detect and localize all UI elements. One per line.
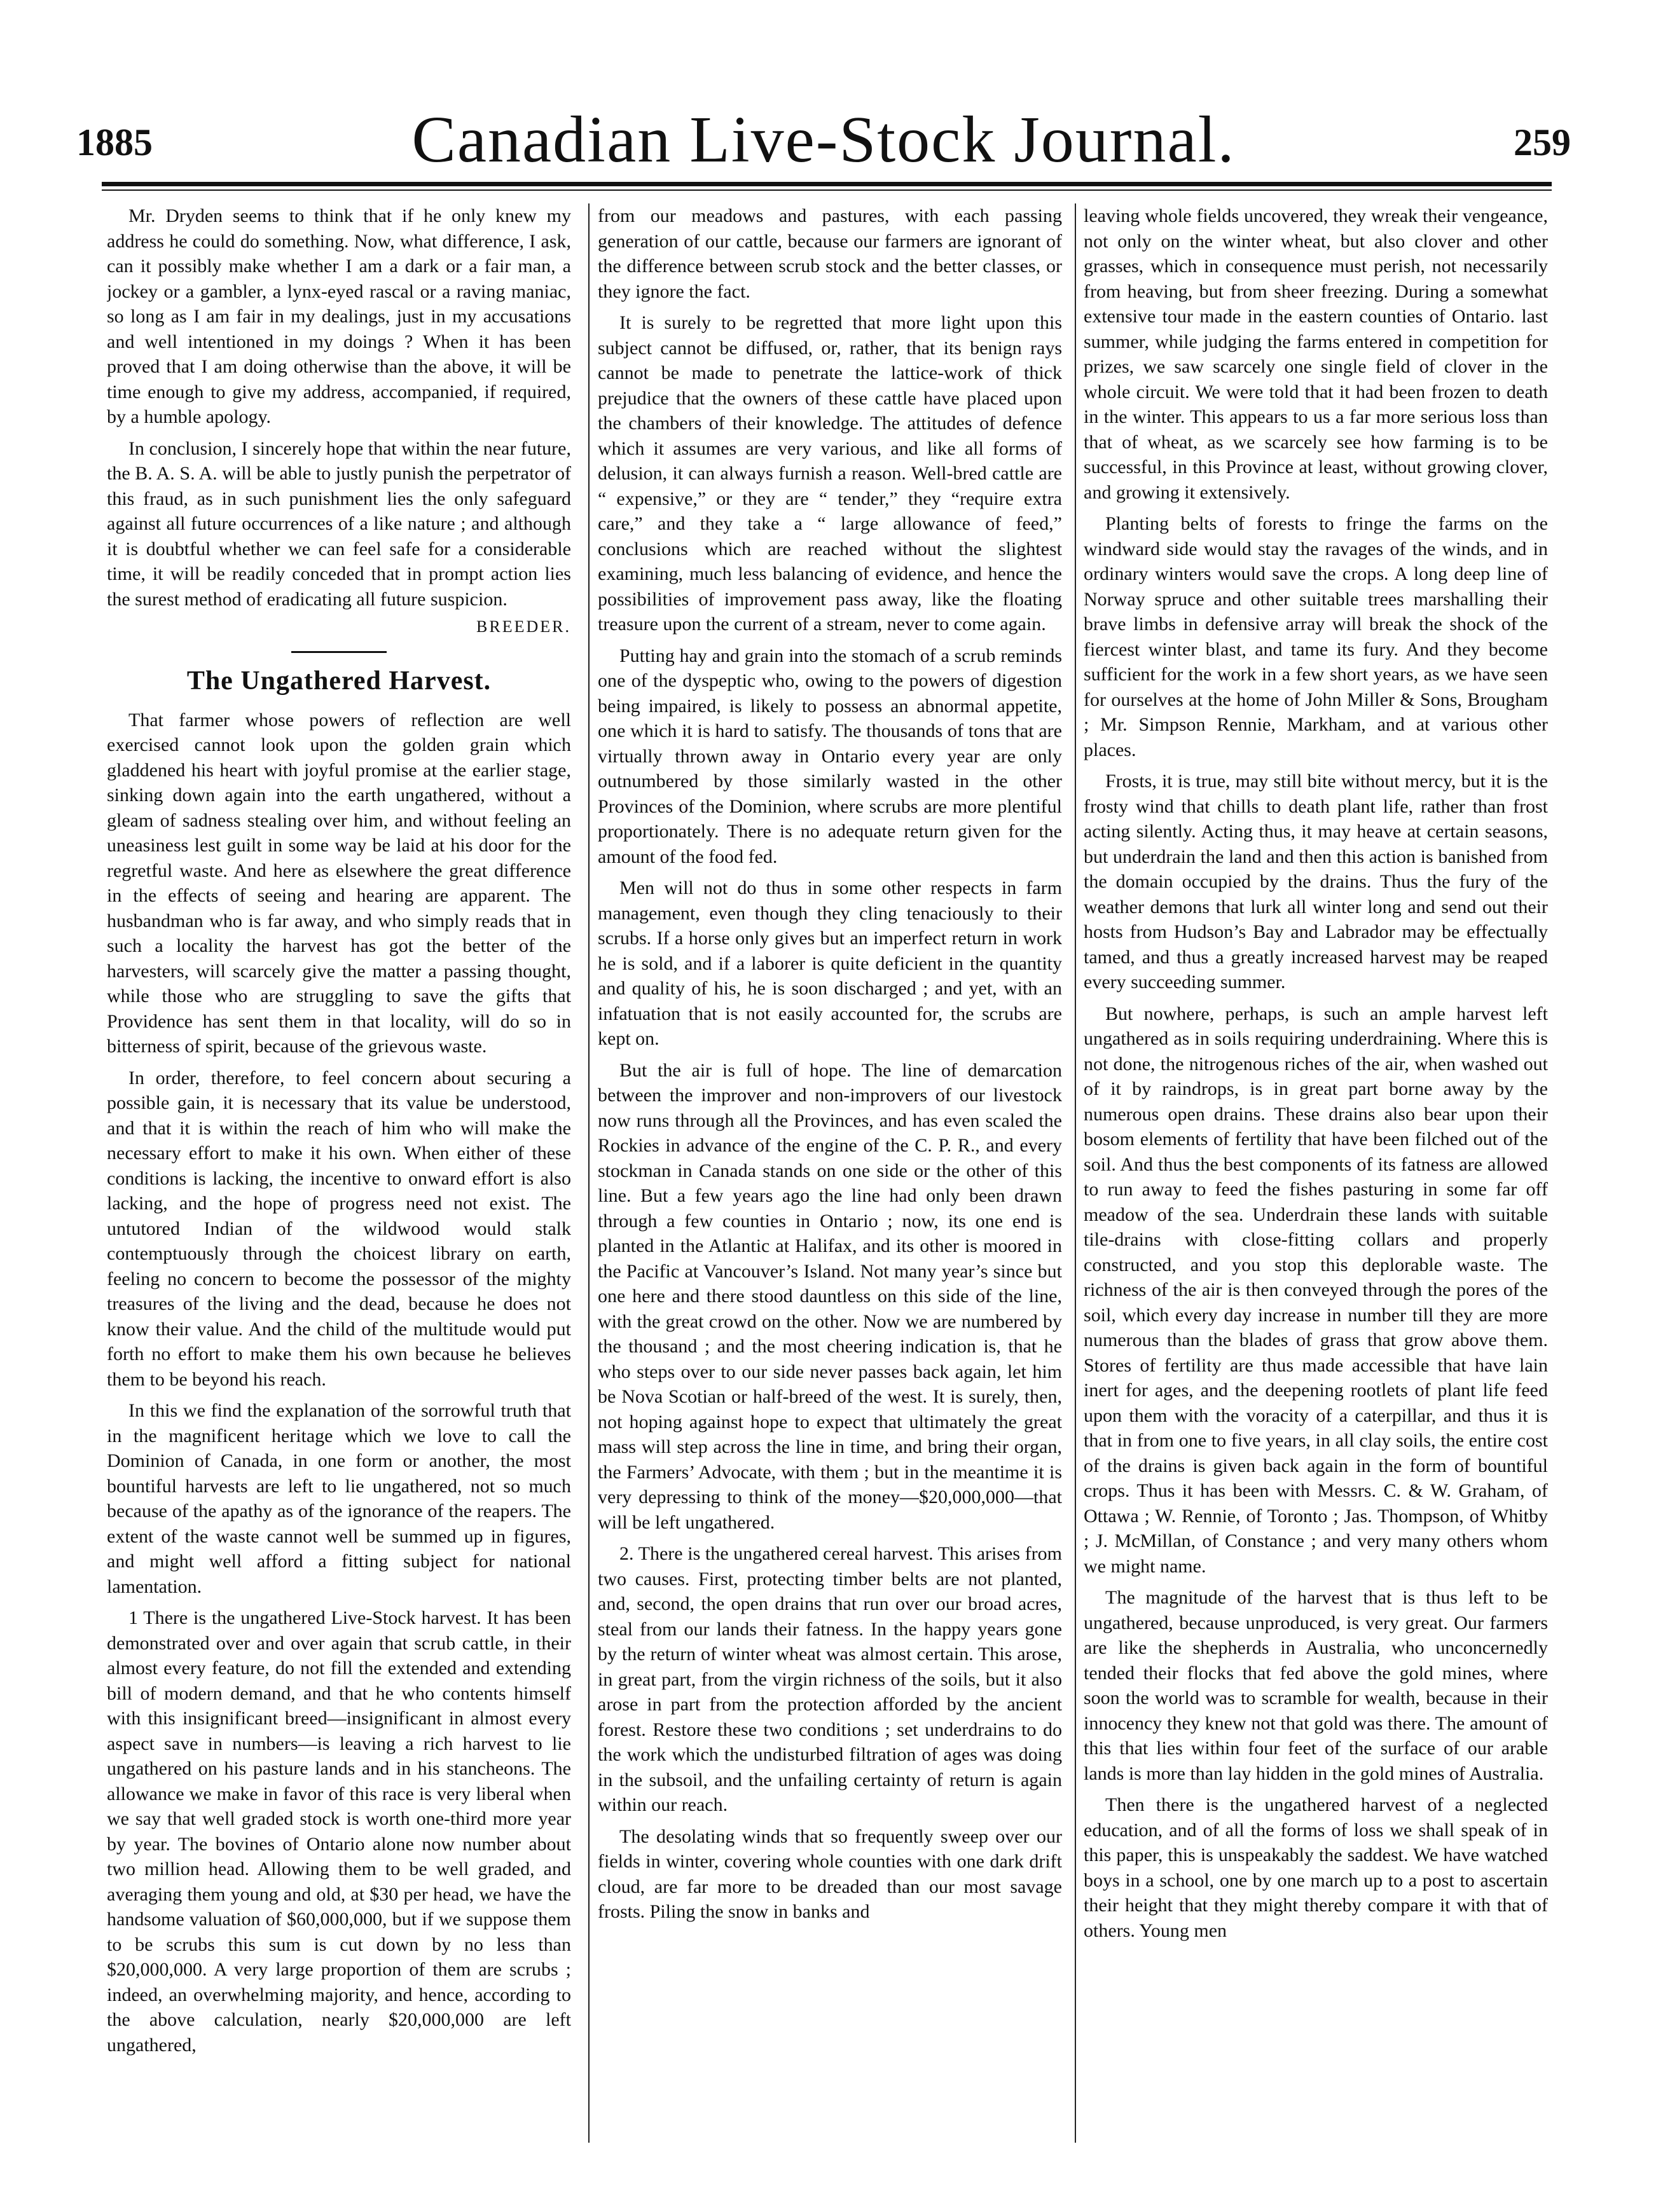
column-left (107, 203, 571, 2168)
paragraph: But nowhere, perhaps, is such an ample harvest left ungathered as in soils requiring underdraining. Where this is not done, the nitrogenous riches of the air, when washed out of it by raindrops, is in great part borne away by the numerous open drains. These drains also bear upon their bosom elements of fertility that have been filched out of the soil. And thus the best components of its fatness are allowed to run away to feed the fishes pasturing in some far off meadow of the sea. Underdrain these lands with suitable tile-drains with close-fitting collars and properly constructed, and you stop this deplorable waste. The richness of the air is then conveyed through the pores of the soil, which every day increase in number till they are more numerous than the blades of grass that grow above them. Stores of fertility are thus made accessible that have lain inert for ages, and the deepening rootlets of plant life feed upon them with the voracity of a caterpillar, and thus it is that in from one to five years, in all clay soils, the entire cost of the drains is given back again in the form of bountiful crops. Thus it has been with Messrs. C. & W. Graham, of Ottawa ; W. Rennie, of Toronto ; Jas. Thompson, of Whitby ; J. McMillan, of Constance ; and very many others whom we might name. (1084, 1003, 1548, 1577)
paragraph: Mr. Dryden seems to think that if he only knew my address he could do something. Now, what difference, I ask, can it possibly make whether I am a dark or a fair man, a jockey or a gambler, a lynx-eyed rascal or a raving maniac, so long as I am fair in my dealings, just in my accusations and well intentioned in my doings ? When it has been proved that I am doing otherwise than the above, it will be time enough to give my address, accompanied, if required, by a humble apology. (107, 205, 571, 427)
paragraph: from our meadows and pastures, with each passing generation of our cattle, because our farmers are ignorant of the difference between scrub stock and the better classes, or they ignore the fact. (598, 205, 1062, 302)
masthead-year: 1885 (76, 121, 153, 163)
paragraph: Frosts, it is true, may still bite without mercy, but it is the frosty wind that chills to death plant life, rather than frost acting silently. Acting thus, it may heave at certain seasons, but underdrain the land and then this action is banished from the domain occupied by the drains. Thus the fury of the weather demons that lurk all winter long and send out their hosts from Hudson’s Bay and Labrador may be effectually tamed, and thus a greatly increased harvest may be reaped every succeeding summer. (1084, 771, 1548, 993)
paragraph: Men will not do thus in some other respects in farm management, even though they cling tenaciously to their scrubs. If a horse only gives but an imperfect return in work he is sold, and if a laborer is quite deficient in the quantity and quality of his, he is soon discharged ; and yet, with an infatuation that is not easily accounted for, the scrubs are kept on. (598, 877, 1062, 1049)
paragraph: 1 There is the ungathered Live-Stock harvest. It has been demonstrated over and over again that scrub cattle, in their almost every feature, do not fill the extended and extending bill of modern demand, and that he who contents himself with this insignificant breed—insignificant in almost every aspect save in numbers—is leaving a rich harvest to lie ungathered on his pasture lands and in his stancheons. The allowance we make in favor of this race is very liberal when we say that well graded stock is worth one-third more year by year. The bovines of Ontario alone now number about two million head. Allowing them to be well graded, and averaging them young and old, at $30 per head, we have the handsome valuation of $60,000,000, but if we suppose them to be scrubs this sum is cut down by no less than $20,000,000. A very large proportion of them are scrubs ; indeed, an overwhelming majority, and hence, according to the above calculation, nearly $20,000,000 are left ungathered, (107, 1607, 571, 2056)
header-rule-thin (102, 189, 1552, 191)
paragraph: That farmer whose powers of reflection are well exercised cannot look upon the golden grain which gladdened his heart with joyful promise at the earlier stage, sinking down again into the earth ungathered, without a gleam of sadness stealing over him, and without feeling an uneasiness lest guilt in some way be laid at his door for the regretful waste. And here as elsewhere the great difference in the effects of seeing and hearing are apparent. The husbandman who is far away, and who simply reads that in such a locality the harvest has got the better of the harvesters, will scarcely give the matter a passing thought, while those who are struggling to save the gifts that Providence has sent them in that locality, will do so in bitterness of spirit, because of the grievous waste. (107, 709, 571, 1057)
paragraph: But the air is full of hope. The line of demarcation between the improver and non-improvers of our livestock now runs through all the Provinces, and has even scaled the Rockies in advance of the engine of the C. P. R., and every stockman in Canada stands on one side or the other of this line. But a few years ago the line had only been drawn through a few counties in Ontario ; now, its one end is planted in the Atlantic at Halifax, and its other is moored in the Pacific at Vancouver’s Island. Not many year’s since but one here and there stood dauntless on this side of the line, with the great crowd on the other. Now we are numbered by the thousand ; and the most cheering indication is, that he who steps over to our side never passes back again, let him be Nova Scotian or half-breed of the west. It is surely, then, not hoping against hope to expect that ultimately the great mass will step across the line in time, and bring their organ, the Farmers’ Advocate, with them ; but in the meantime it is very depressing to think of the money—$20,000,000—that will be left ungathered. (598, 1059, 1062, 1533)
column-middle (598, 203, 1062, 2168)
paragraph: Putting hay and grain into the stomach of a scrub reminds one of the dyspeptic who, owing to the powers of digestion being impaired, is likely to possess an abnormal appetite, one which it is hard to satisfy. The thousands of tons that are virtually thrown away in Ontario every year are only outnumbered by those similarly wasted in the other Provinces of the Dominion, where scrubs are more plentiful proportionately. There is no adequate return given for the amount of the food fed. (598, 645, 1062, 867)
paragraph: It is surely to be regretted that more light upon this subject cannot be diffused, or, rather, that its benign rays cannot be made to penetrate the lattice-work of thick prejudice that the owners of these cattle have placed upon the chambers of their knowledge. The attitudes of defence which it assumes are very various, and like all forms of delusion, it can always furnish a reason. Well-bred cattle are “ expensive,” or they are “ tender,” they “require extra care,” and they take a “ large allowance of feed,” conclusions which are reached without the slightest examining, much less balancing of evidence, and hence the possibilities of improvement pass away, like the floating treasure upon the current of a stream, never to come again. (598, 312, 1062, 635)
article-heading: The Ungathered Harvest. (186, 666, 492, 696)
page-number: 259 (1514, 121, 1571, 163)
column-divider (588, 203, 590, 2143)
journal-title: Canadian Live-Stock Journal. (411, 103, 1236, 176)
column-right (1084, 203, 1548, 2168)
paragraph: leaving whole fields uncovered, they wreak their vengeance, not only on the winter wheat, but also clover and other grasses, which in consequence must perish, not necessarily from heaving, but from sheer freezing. During a somewhat extensive tour made in the eastern counties of Ontario. last summer, while judging the farms entered in competition for prizes, we saw scarcely one single field of clover in the whole circuit. We were told that it had been frozen to death in the winter. This appears to us a far more serious loss than that of wheat, as we scarcely see how farming is to be successful, in this Province at least, without growing clover, and growing it extensively. (1084, 205, 1548, 503)
paragraph: In order, therefore, to feel concern about securing a possible gain, it is necessary that its value be understood, and that it is within the reach of him who will make the necessary effort to make it his own. When either of these conditions is lacking, the incentive to onward effort is also lacking, and the hope of progress need not exist. The untutored Indian of the wildwood would stalk contemptuously through the choicest library on earth, feeling no concern to become the possessor of the mighty treasures of the living and the dead, because he does not know their value. And the child of the multitude would put forth no effort to make them his own because he believes them to be beyond his reach. (107, 1067, 571, 1390)
paragraph: In conclusion, I sincerely hope that within the near future, the B. A. S. A. will be able to justly punish the perpetrator of this fraud, as in such punishment lies the only safeguard against all future occurrences of a like nature ; and although it is doubtful whether we can feel safe for a considerable time, it will be readily conceded that in prompt action lies the surest method of eradicating all future suspicion. (107, 437, 571, 610)
header-rule-thick (102, 182, 1552, 186)
paragraph: The desolating winds that so frequently sweep over our fields in winter, covering whole counties with one dark drift cloud, are far more to be dreaded than our most savage frosts. Piling the snow in banks and (598, 1825, 1062, 1922)
paragraph: In this we find the explanation of the sorrowful truth that in the magnificent heritage which we love to call the Dominion of Canada, in one form or another, the most bountiful harvests are left to lie ungathered, not so much because of the apathy as of the ignorance of the reapers. The extent of the waste cannot well be summed up in figures, and might well afford a fitting subject for national lamentation. (107, 1400, 571, 1597)
paragraph: 2. There is the ungathered cereal harvest. This arises from two causes. First, protecting timber belts are not planted, and, second, the open drains that run over our broad acres, steal from our lands their fatness. In the happy years gone by the return of winter wheat was almost certain. This arose, in great part, from the virgin richness of the soils, but it also arose in part from the protection afforded by the ancient forest. Restore these two conditions ; set underdrains to do the work which the undisturbed filtration of ages was doing in the subsoil, and the unfailing certainty of return is again within our reach. (598, 1543, 1062, 1815)
paragraph: Then there is the ungathered harvest of a neglected education, and of all the forms of loss we shall speak of in this paper, this is unspeakably the saddest. We have watched boys in a school, one by one march up to a post to ascertain their height that they might thereby compare it with that of others. Young men (1084, 1794, 1548, 1941)
paragraph: The magnitude of the harvest that is thus left to be ungathered, because unproduced, is very great. Our farmers are like the shepherds in Australia, who unconcernedly tended their flocks that fed above the gold mines, where soon the world was to scramble for wealth, because in their innocency they knew not that gold was there. The amount of this that lies within four feet of the surface of our arable lands is more than lay hidden in the gold mines of Australia. (1084, 1587, 1548, 1784)
masthead (76, 102, 1571, 184)
paragraph: Planting belts of forests to fringe the farms on the windward side would stay the ravages of the winds, and in ordinary winters would save the crops. A long deep line of Norway spruce and other suitable trees marshalling their brave limbs in defensive array will break the shock of the fiercest winter blast, and tame its fury. And they become sufficient for the work in a few short years, as we have seen for ourselves at the home of John Miller & Sons, Brougham ; Mr. Simpson Rennie, Markham, and at various other places. (1084, 513, 1548, 760)
section-separator (291, 651, 387, 653)
letter-signature: BREEDER. (476, 617, 571, 636)
column-divider (1075, 203, 1076, 2143)
